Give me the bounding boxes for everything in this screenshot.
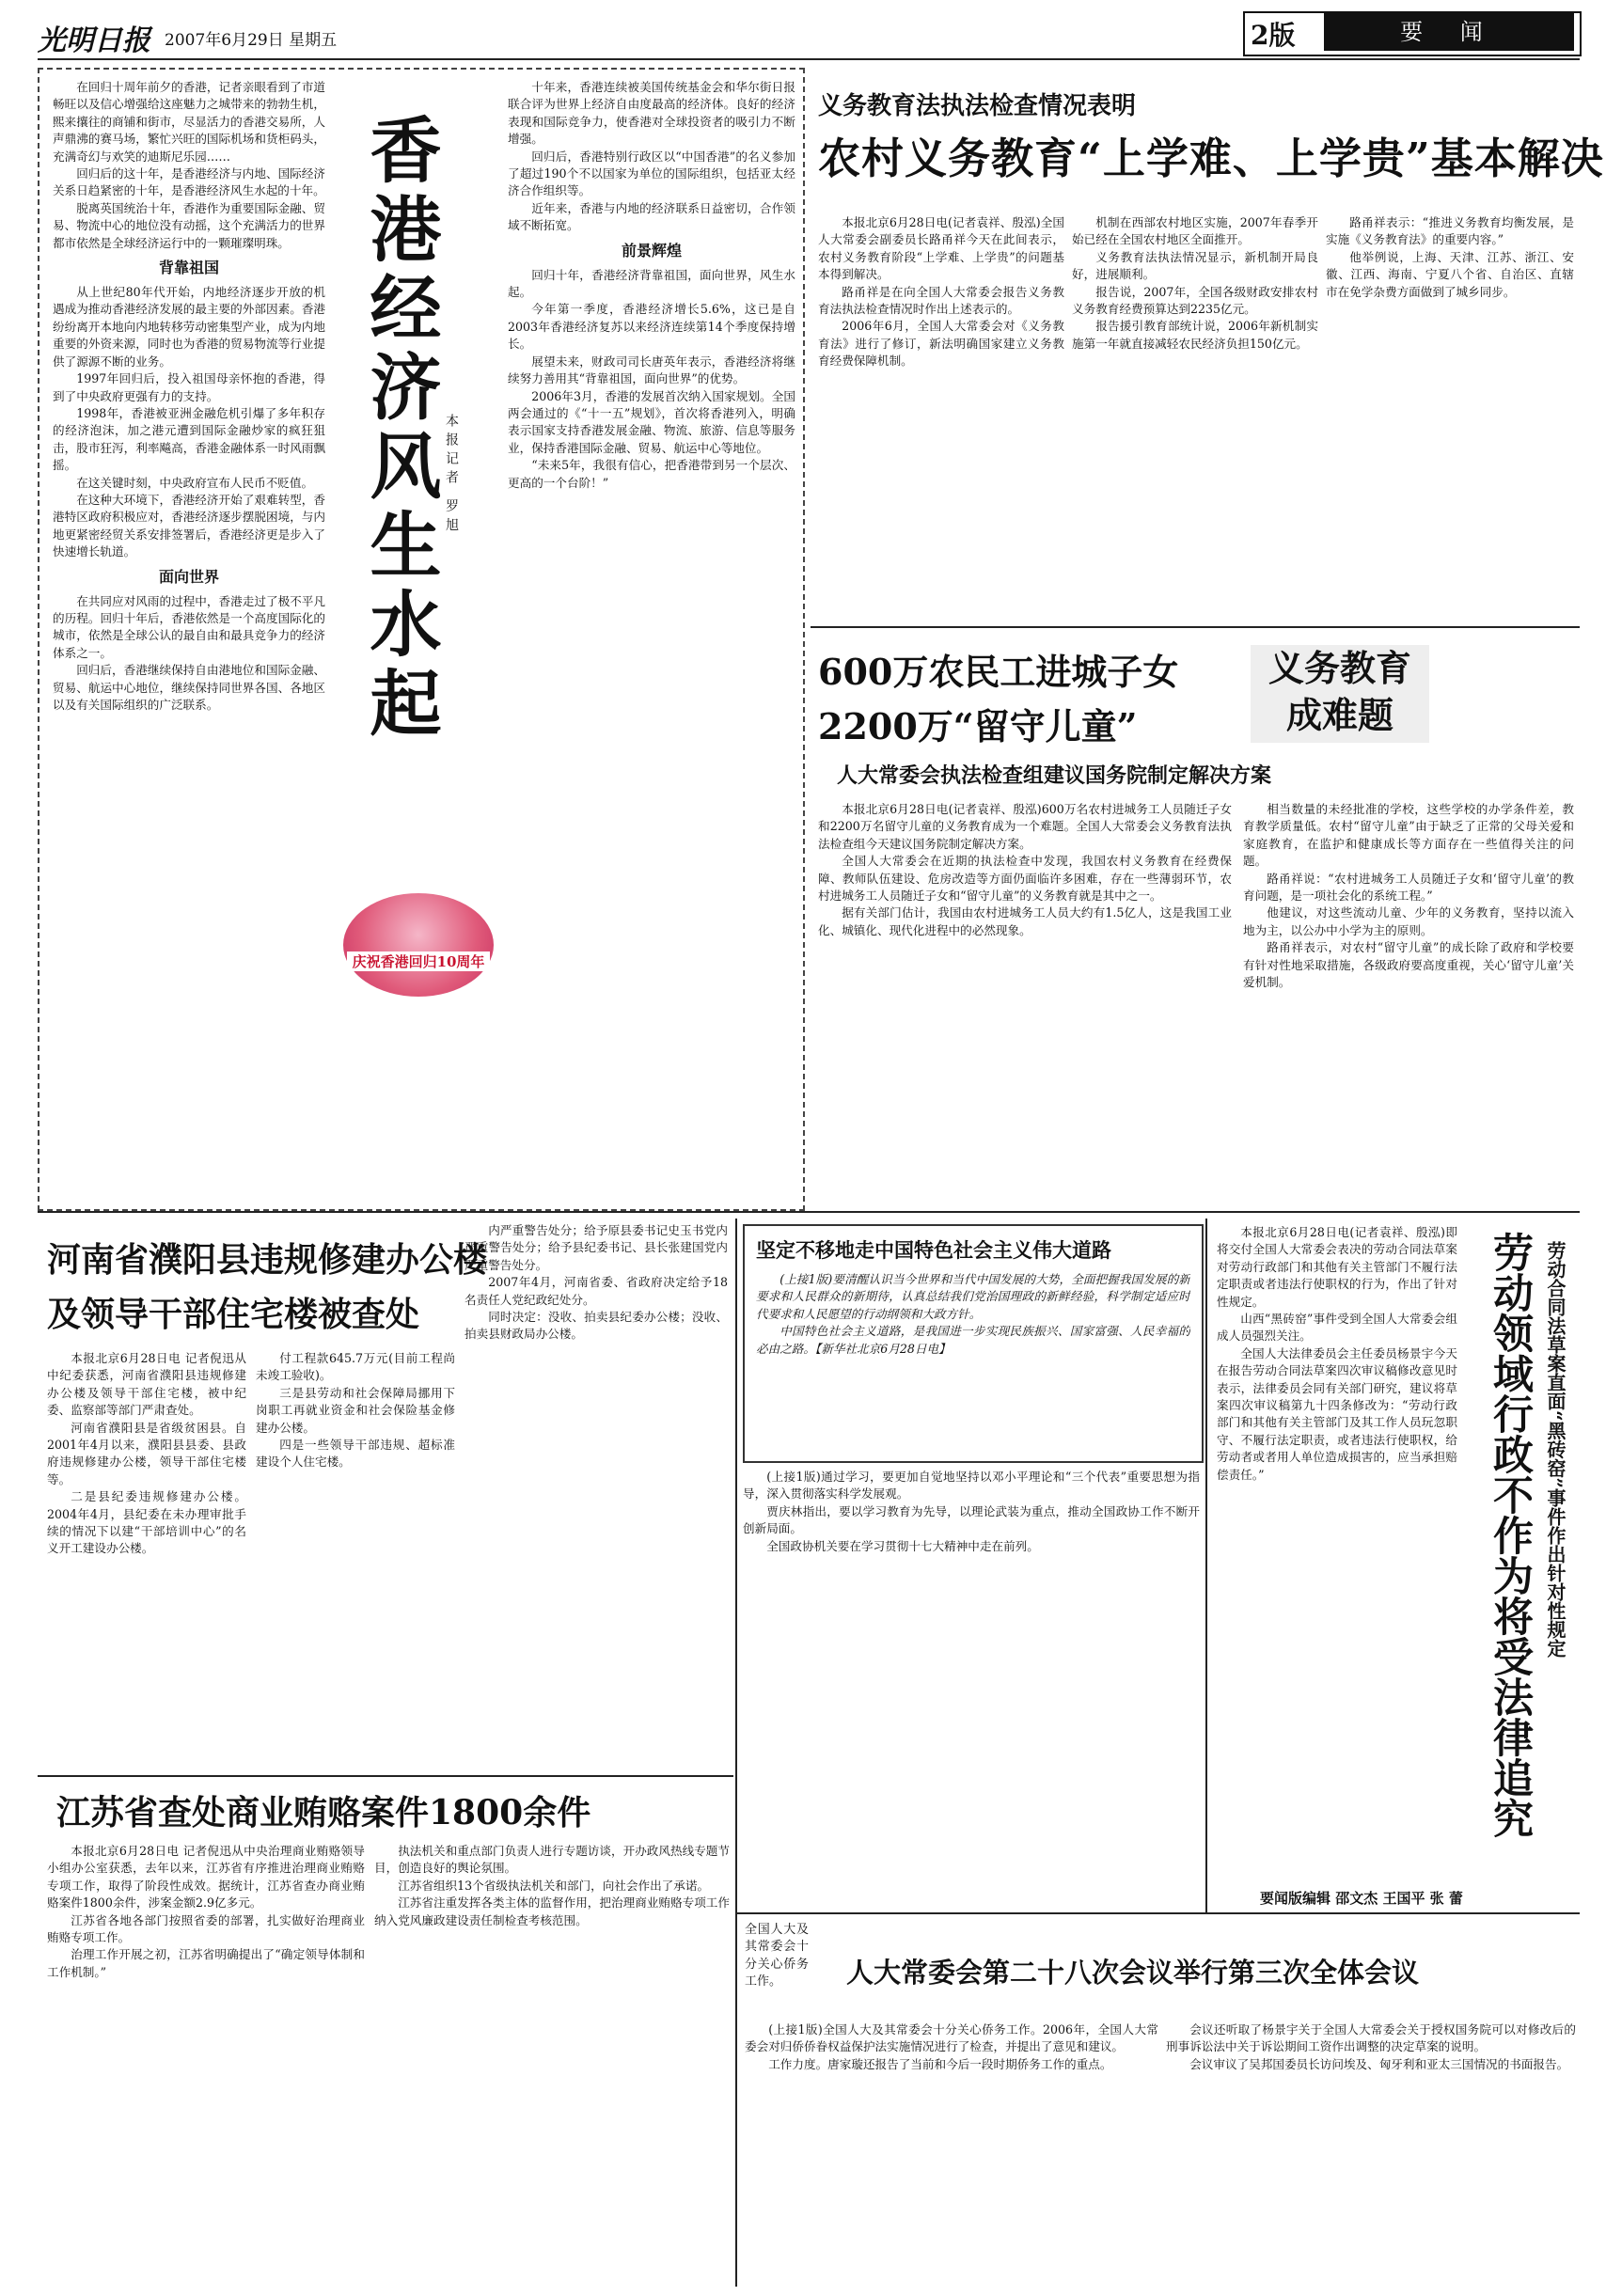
socialism-title: 坚定不移地走中国特色社会主义伟大道路 bbox=[756, 1238, 1111, 1262]
jiangsu-column-2: 执法机关和重点部门负责人进行专题访谈，开办政风热线专题节目，创造良好的舆论氛围。 江苏省组织13个省级执法机关和部门，向社会作出了承诺。 江苏省注重发挥各类主体的监督作用，把治理商业贿赂专项工作纳入党风廉政建设责任制检查考核范围。 bbox=[374, 1844, 730, 1927]
rule-middle bbox=[38, 1211, 1580, 1213]
henan-column-1: 本报北京6月28日电 记者倪迅从中纪委获悉，河南省濮阳县违规修建办公楼及领导干部住宅楼，被中纪委、监察部等部门严肃查处。 河南省濮阳县是省级贫困县。自2001年4月以来，濮阳县县委、县政府违规修建办公楼，领导干部住宅楼等。 二是县纪委违规修建办公楼。2004年4月，县纪委在未办理审批手续的情况下以建“干部培训中心”的名义开工建设办公楼。 bbox=[47, 1351, 246, 1556]
hk-column-1: 在回归十周年前夕的香港，记者亲眼看到了市道畅旺以及信心增强给这座魅力之城带来的勃勃生机，熙来攘往的商铺和街市，尽显活力的香港交易所，人声鼎沸的赛马场，繁忙兴旺的国际机场和货柜码头，充满奇幻与欢笑的迪斯尼乐园…… 回归后的这十年，是香港经济与内地、国际经济关系日趋紧密的十年，是香港经济风生水起的十年。 脱离英国统治十年，香港作为重要国际金融、贸易、物流中心的地位没有动摇，这个充满活力的世界都市依然是全球经济运行中的一颗璀璨明珠。 背靠祖国 从上世纪80年代开始，内地经济逐步开放的机遇成为推动香港经济发展的最主要的外部因素。香港纷纷离开本地向内地转移劳动密集型产业，成为内地重要的外资来源，同时也为香港的贸易物流等行业提供了源源不断的业务。 1997年回归后，投入祖国母亲怀抱的香港，得到了中央政府更强有力的支持。 1998年，香港被亚洲金融危机引爆了多年积存的经济泡沫，加之港元遭到国际金融炒家的疯狂狙击，股市狂泻，利率飚高，香港金融体系一时风雨飘摇。 在这关键时刻，中央政府宣布人民币不贬值。 在这种大环境下，香港经济开始了艰难转型，香港特区政府积极应对，香港经济逐步摆脱困境，与内地更紧密经贸关系安排签署后，香港经济更是步入了快速增长轨道。 面向世界 在共同应对风雨的过程中，香港走过了极不平凡的历程。回归十年后，香港依然是一个高度国际化的城市，依然是全球公认的最自由和最具竞争力的经济体系之一。 回归后，香港继续保持自由港地位和国际金融、贸易、航运中心地位，继续保持同世界各国、各地区以及有关国际组织的广泛联系。 bbox=[53, 80, 325, 712]
socialism-body: (上接1版)通过学习，要更加自觉地坚持以邓小平理论和“三个代表”重要思想为指导，深入贯彻落实科学发展观。 贾庆林指出，要以学习教育为先导，以理论武装为重点，推动全国政协工作不断开创新局面。 全国政协机关要在学习贯彻十七大精神中走在前列。 bbox=[743, 1470, 1200, 1553]
masthead-logo: 光明日报 bbox=[38, 24, 150, 57]
hk-column-2: 十年来，香港连续被美国传统基金会和华尔街日报联合评为世界上经济自由度最高的经济体。良好的经济表现和国际竞争力，使香港对全球投资者的吸引力不断增强。 回归后，香港特别行政区以“中国香港”的名义参加了超过190个不以国家为单位的国际组织，包括亚太经济合作组织等。 近年来，香港与内地的经济联系日益密切，合作领域不断拓宽。 前景辉煌 回归十年，香港经济背靠祖国，面向世界，风生水起。 今年第一季度，香港经济增长5.6%，这已是自2003年香港经济复苏以来经济连续第14个季度保持增长。 展望未来，财政司司长唐英年表示，香港经济将继续努力善用其“背靠祖国，面向世界”的优势。 2006年3月，香港的发展首次纳入国家规划。全国两会通过的《“十一五”规划》，首次将香港列入，明确表示国家支持香港发展金融、物流、旅游、信息等服务业，保持香港国际金融、贸易、航运中心等地位。 “未来5年，我很有信心，把香港带到另一个层次、更高的一个台阶！” bbox=[508, 80, 795, 490]
labor-column-1: 本报北京6月28日电(记者袁祥、殷泓)即将交付全国人大常委会表决的劳动合同法草案对劳动行政部门和其他有关主管部门不履行法定职责或者违法行使职权的行为，作出了针对性规定。 山西“黑砖窑”事件受到全国人大常委会组成人员强烈关注。 全国人大法律委员会主任委员杨景宇今天在报告劳动合同法草案四次审议稿修改意见时表示，法律委员会同有关部门研究，建议将草案四次审议稿第九十四条修改为：“劳动行政部门和其他有关主管部门及其工作人员玩忽职守、不履行法定职责，或者违法行使职权，给劳动者或者用人单位造成损害的，应当承担赔偿责任。” bbox=[1217, 1225, 1457, 1482]
rule-labor bbox=[1205, 1219, 1207, 1912]
editor-credit: 要闻版编辑 邵文杰 王国平 张 蕾 bbox=[1260, 1890, 1463, 1907]
issue-date: 2007年6月29日 星期五 bbox=[165, 31, 338, 50]
hk-subhead-1: 背靠祖国 bbox=[158, 259, 219, 277]
edu-column-2: 机制在西部农村地区实施，2007年春季开始已经在全国农村地区全面推开。 义务教育法执法情况显示，新机制开局良好，进展顺利。 报告说，2007年，全国各级财政安排农村义务教育经费预算达到2235亿元。 报告援引教育部统计说，2006年新机制实施第一年就直接减轻农民经济负担150亿元。 bbox=[1072, 215, 1318, 351]
hk-title: 香港经济风生水起 bbox=[358, 113, 442, 745]
npc-column-1: (上接1版)全国人大及其常委会十分关心侨务工作。2006年，全国人大常委会对归侨侨眷权益保护法实施情况进行了检查，并提出了意见和建议。 工作力度。唐家璇还报告了当前和今后一段时期侨务工作的重点。 bbox=[745, 2022, 1158, 2071]
henan-title-2: 及领导干部住宅楼被查处 bbox=[47, 1295, 420, 1334]
hk-anniversary-badge bbox=[343, 893, 494, 997]
masthead-rule bbox=[38, 58, 1580, 60]
jiangsu-title: 江苏省查处商业贿赂案件1800余件 bbox=[56, 1793, 591, 1832]
rule-henan bbox=[38, 1775, 733, 1777]
hk-byline: 本报记者 罗旭 bbox=[444, 414, 459, 537]
migrant-column-2: 相当数量的未经批准的学校，这些学校的办学条件差，教育教学质量低。农村“留守儿童”由于缺乏了正常的父母关爱和家庭教育，在监护和健康成长等方面存在一些值得关注的问题。 路甬祥说：“农村进城务工人员随迁子女和‘留守儿童’的教育问题，是一项社会化的系统工程。” 他建议，对这些流动儿童、少年的义务教育，坚持以流入地为主，以公办中小学为主的原则。 路甬祥表示，对农村“留守儿童”的成长除了政府和学校要有针对性地采取措施，各级政府要高度重视，关心‘留守儿童’关爱机制。 bbox=[1243, 802, 1574, 990]
hk-subhead-3: 前景辉煌 bbox=[621, 241, 682, 259]
henan-title-1: 河南省濮阳县违规修建办公楼 bbox=[47, 1240, 488, 1280]
npc-title: 人大常委会第二十八次会议举行第三次全体会议 bbox=[846, 1957, 1420, 1989]
labor-side-headline: 劳动合同法草案直面“黑砖窑”事件作出针对性规定 bbox=[1544, 1241, 1567, 1659]
jiangsu-column-1: 本报北京6月28日电 记者倪迅从中央治理商业贿赂领导小组办公室获悉，去年以来，江苏省有序推进治理商业贿赂专项工作，取得了阶段性成效。据统计，江苏省查办商业贿赂案件1800余件，涉案金额2.9亿多元。 江苏省各地各部门按照省委的部署，扎实做好治理商业贿赂专项工作。 治理工作开展之初，江苏省明确提出了“确定领导体制和工作机制。” bbox=[47, 1844, 365, 1979]
migrant-title-1: 600万农民工进城子女 bbox=[818, 651, 1179, 693]
hk-subhead-2: 面向世界 bbox=[158, 567, 219, 586]
edu-column-3: 路甬祥表示：“推进义务教育均衡发展，是实施《义务教育法》的重要内容。” 他举例说，上海、天津、江苏、浙江、安徽、江西、海南、宁夏八个省、自治区、直辖市在免学杂费方面做到了城乡同步。 bbox=[1326, 215, 1574, 299]
rule-npc bbox=[735, 1912, 1580, 1914]
page-number: 2版 bbox=[1251, 20, 1296, 51]
migrant-side-box bbox=[1251, 645, 1429, 743]
henan-column-2: 付工程款645.7万元(目前工程尚未竣工验收)。 三是县劳动和社会保障局挪用下岗职工再就业资金和社会保险基金修建办公楼。 四是一些领导干部违规、超标准建设个人住宅楼。 bbox=[256, 1351, 455, 1470]
npc-column-2: 会议还听取了杨景宇关于全国人大常委会关于授权国务院可以对修改后的刑事诉讼法中关于诉讼期间工资作出调整的决定草案的说明。 会议审议了吴邦国委员长访问埃及、匈牙利和亚太三国情况的书面报告。 bbox=[1166, 2022, 1576, 2071]
labor-title: 劳动领域行政不作为将受法律追究 bbox=[1487, 1232, 1534, 1838]
rule-col-left bbox=[735, 1219, 737, 2287]
socialism-box bbox=[743, 1224, 1204, 1463]
migrant-column-1: 本报北京6月28日电(记者袁祥、殷泓)600万名农村进城务工人员随迁子女和2200万名留守儿童的义务教育成为一个难题。全国人大常委会义务教育法执法检查组今天建议国务院制定解决方案。 全国人大常委会在近期的执法检查中发现，我国农村义务教育在经费保障、教师队伍建设、危房改造等方面仍面临许多困难，存在一些薄弱环节，农村进城务工人员随迁子女和“留守儿童”的义务教育就是其中之一。 据有关部门估计，我国由农村进城务工人员大约有1.5亿人，这是我国工业化、城镇化、现代化进程中的必然现象。 bbox=[818, 802, 1232, 937]
section-label: 要 闻 bbox=[1324, 13, 1574, 51]
migrant-side-1: 义务教育 bbox=[1267, 647, 1411, 689]
edu-kicker: 义务教育法执法检查情况表明 bbox=[818, 92, 1137, 120]
migrant-title-2: 2200万“留守儿童” bbox=[818, 705, 1138, 747]
henan-column-3: 内严重警告处分；给予原县委书记史玉书党内严重警告处分；给予县纪委书记、县长张建国党内严重警告处分。 2007年4月，河南省委、省政府决定给予18名责任人党纪政纪处分。 同时决定：没收、拍卖县纪委办公楼；没收、拍卖县财政局办公楼。 bbox=[464, 1223, 728, 1342]
migrant-side-2: 成难题 bbox=[1285, 694, 1393, 736]
badge-text: 庆祝香港回归10周年 bbox=[347, 951, 490, 971]
rule-edu bbox=[811, 626, 1580, 628]
socialism-lead: (上接1版)要清醒认识当今世界和当代中国发展的大势，全面把握我国发展的新要求和人民群众的新期待，认真总结我们党治国理政的新鲜经验，科学制定适应时代要求和人民愿望的行动纲领和大政方针。 中国特色社会主义道路，是我国进一步实现民族振兴、国家富强、人民幸福的必由之路。【新华社北京6月28日电】 bbox=[756, 1272, 1190, 1356]
edu-column-1: 本报北京6月28日电(记者袁祥、殷泓)全国人大常委会副委员长路甬祥今天在此间表示，农村义务教育阶段“上学难、上学贵”的问题基本得到解决。 路甬祥是在向全国人大常委会报告义务教育法执法检查情况时作出上述表示的。 2006年6月，全国人大常委会对《义务教育法》进行了修订，新法明确国家建立义务教育经费保障机制。 bbox=[818, 215, 1064, 369]
edu-title: 农村义务教育“上学难、上学贵”基本解决 bbox=[818, 134, 1604, 183]
migrant-subtitle: 人大常委会执法检查组建议国务院制定解决方案 bbox=[837, 763, 1272, 788]
npc-side-lead: 全国人大及其常委会十分关心侨务工作。 bbox=[745, 1923, 809, 1989]
